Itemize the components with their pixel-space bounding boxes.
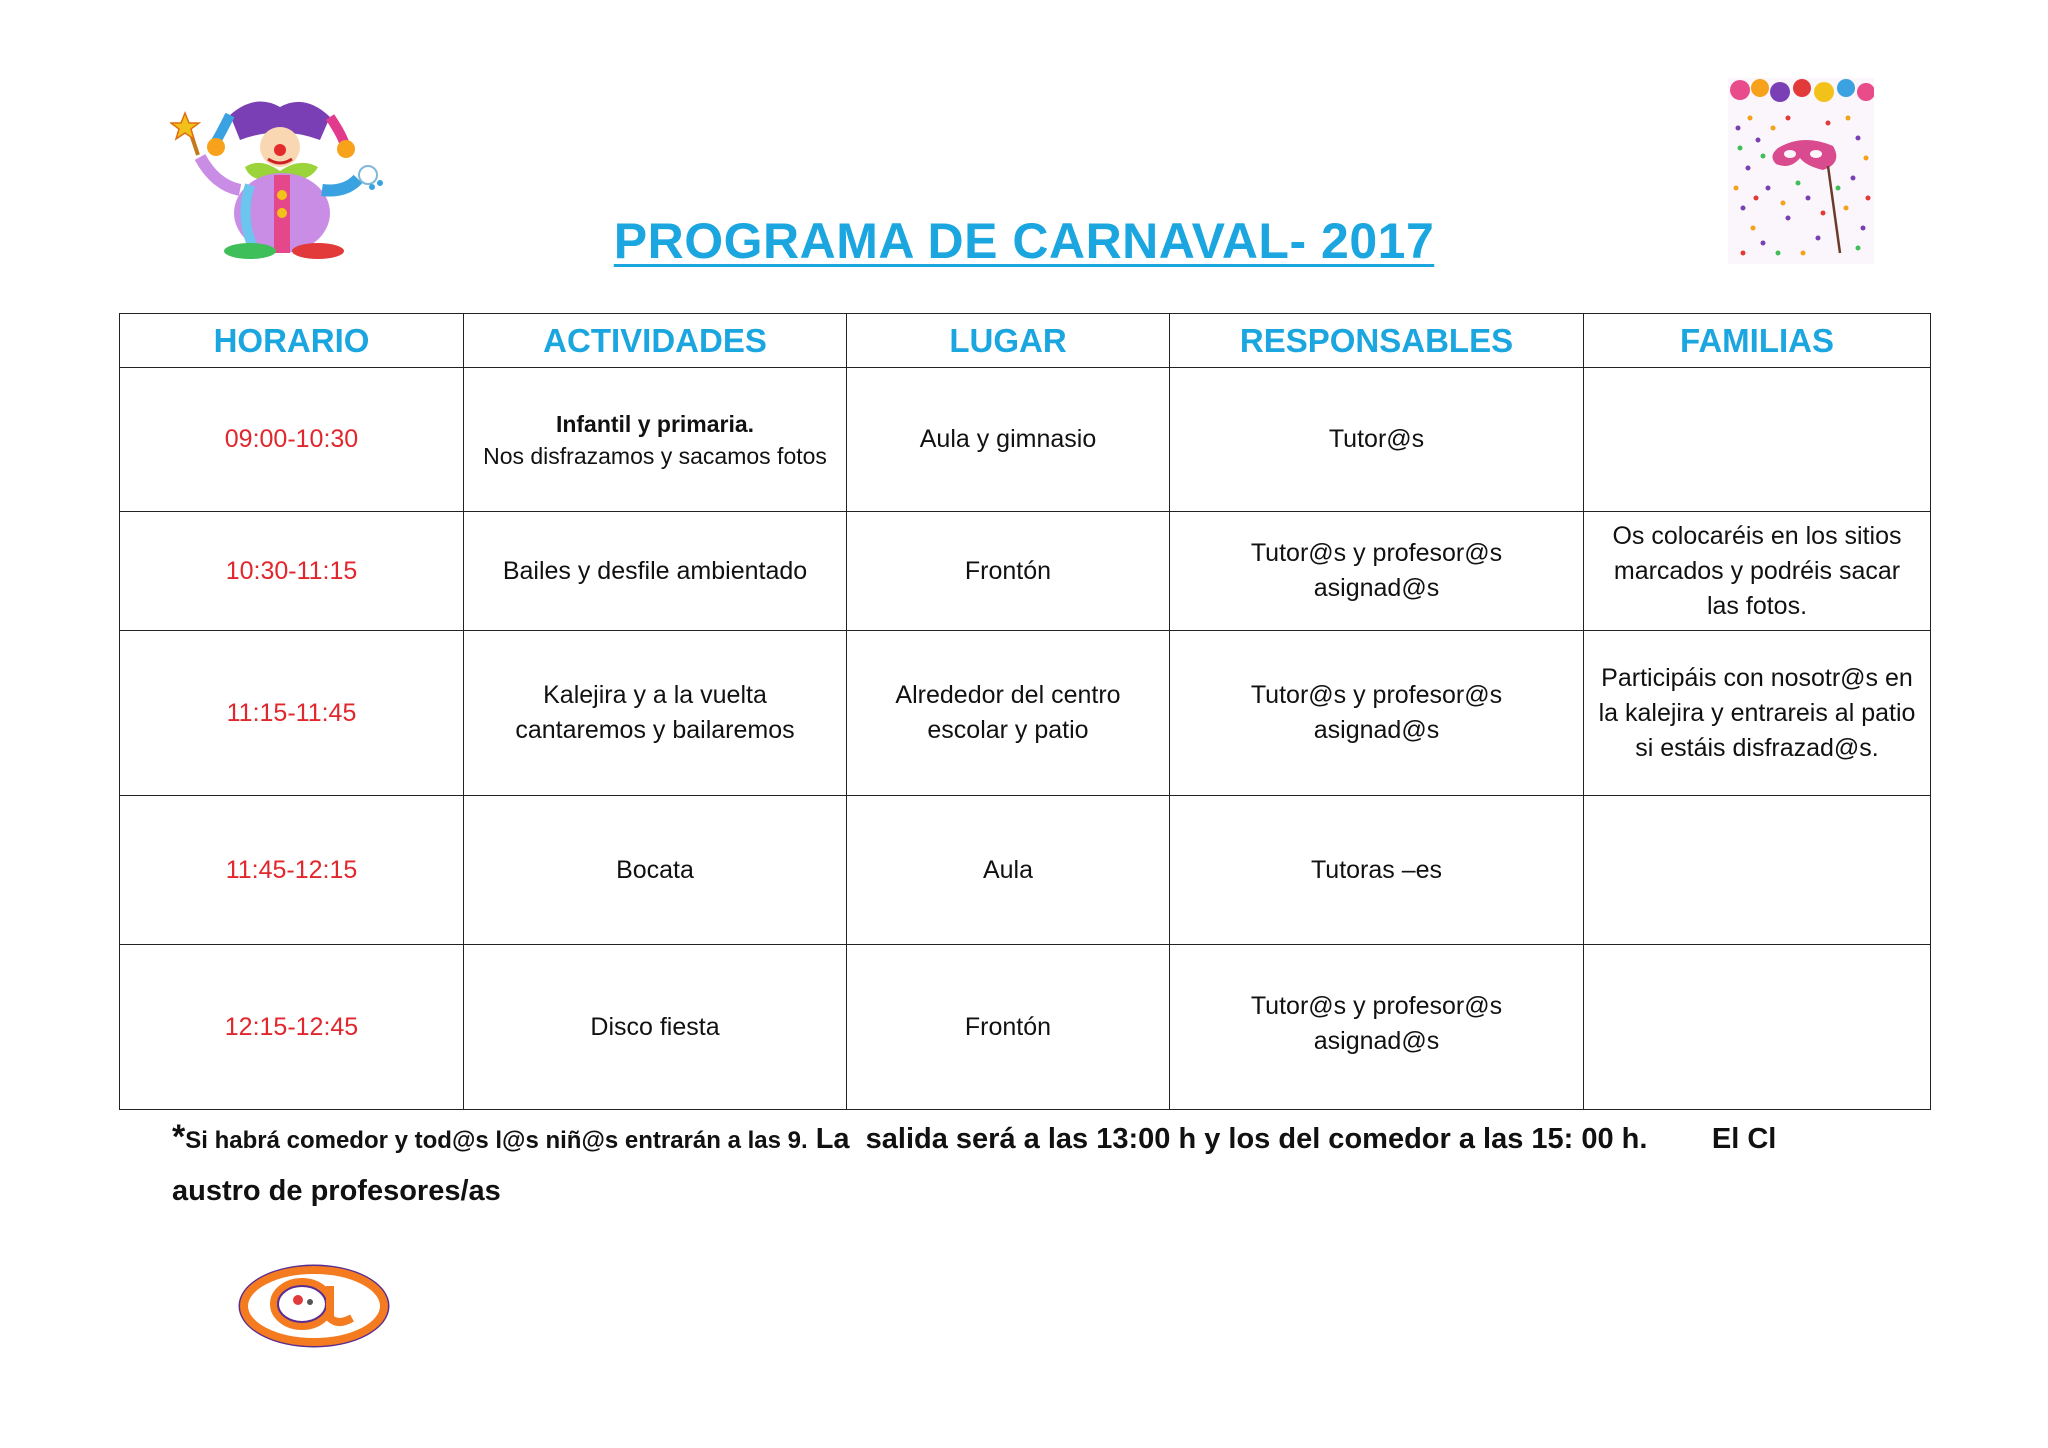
cell-familias: [1584, 796, 1931, 945]
table-row: [120, 512, 1931, 631]
cell-lugar: Aula y gimnasio: [847, 368, 1170, 512]
cell-familias: Participáis con nosotr@s en la kalejira y entrareis al patio si estáis disfrazad@s.: [1584, 631, 1931, 796]
page-title: PROGRAMA DE CARNAVAL- 2017: [613, 213, 1435, 269]
cell-lugar: Alrededor del centro escolar y patio: [847, 631, 1170, 796]
cell-actividad: Bocata: [464, 796, 847, 945]
header-lugar: LUGAR: [847, 314, 1170, 368]
table-header-row: [120, 314, 1931, 368]
actividad-subtitle: Infantil y primaria.: [555, 410, 755, 437]
cell-familias: Os colocaréis en los sitios marcados y podréis sacar las fotos.: [1584, 512, 1931, 631]
cell-actividad: [464, 368, 847, 512]
cell-horario: 10:30-11:15: [120, 512, 464, 631]
cell-actividad: Kalejira y a la vuelta cantaremos y bailaremos: [464, 631, 847, 796]
cell-responsables: Tutoras –es: [1170, 796, 1584, 945]
header-familias: FAMILIAS: [1584, 314, 1931, 368]
actividad-text: Nos disfrazamos y sacamos fotos: [483, 442, 827, 469]
cell-actividad: Bailes y desfile ambientado: [464, 512, 847, 631]
cell-actividad: Disco fiesta: [464, 945, 847, 1110]
cell-lugar: Frontón: [847, 512, 1170, 631]
cell-horario: 11:45-12:15: [120, 796, 464, 945]
table-row: [120, 945, 1931, 1110]
at-sign-logo: [234, 1260, 394, 1352]
cell-responsables: Tutor@s y profesor@s asignad@s: [1170, 631, 1584, 796]
footnote-part3: austro de profesores/as: [172, 1175, 501, 1207]
table-row: [120, 796, 1931, 945]
cell-horario: 12:15-12:45: [120, 945, 464, 1110]
footnote-star: *: [172, 1118, 186, 1156]
footnote-part2: La salida será a las 13:00 h y los del comedor a las 15: 00 h. El Cl: [807, 1123, 1777, 1155]
schedule-table: [119, 313, 1931, 1110]
cell-horario: 09:00-10:30: [120, 368, 464, 512]
footnote-part1: Si habrá comedor y tod@s l@s niñ@s entrarán a las 9.: [185, 1127, 808, 1154]
header-actividades: ACTIVIDADES: [464, 314, 847, 368]
cell-horario: 11:15-11:45: [120, 631, 464, 796]
cell-lugar: Aula: [847, 796, 1170, 945]
cell-lugar: Frontón: [847, 945, 1170, 1110]
cell-familias: [1584, 368, 1931, 512]
cell-responsables: Tutor@s y profesor@s asignad@s: [1170, 512, 1584, 631]
header-responsables: RESPONSABLES: [1170, 314, 1584, 368]
table-row: [120, 368, 1931, 512]
header-horario: HORARIO: [120, 314, 464, 368]
cell-familias: [1584, 945, 1931, 1110]
cell-responsables: Tutor@s y profesor@s asignad@s: [1170, 945, 1584, 1110]
cell-responsables: Tutor@s: [1170, 368, 1584, 512]
table-row: [120, 631, 1931, 796]
footnote: [172, 1112, 1872, 1218]
